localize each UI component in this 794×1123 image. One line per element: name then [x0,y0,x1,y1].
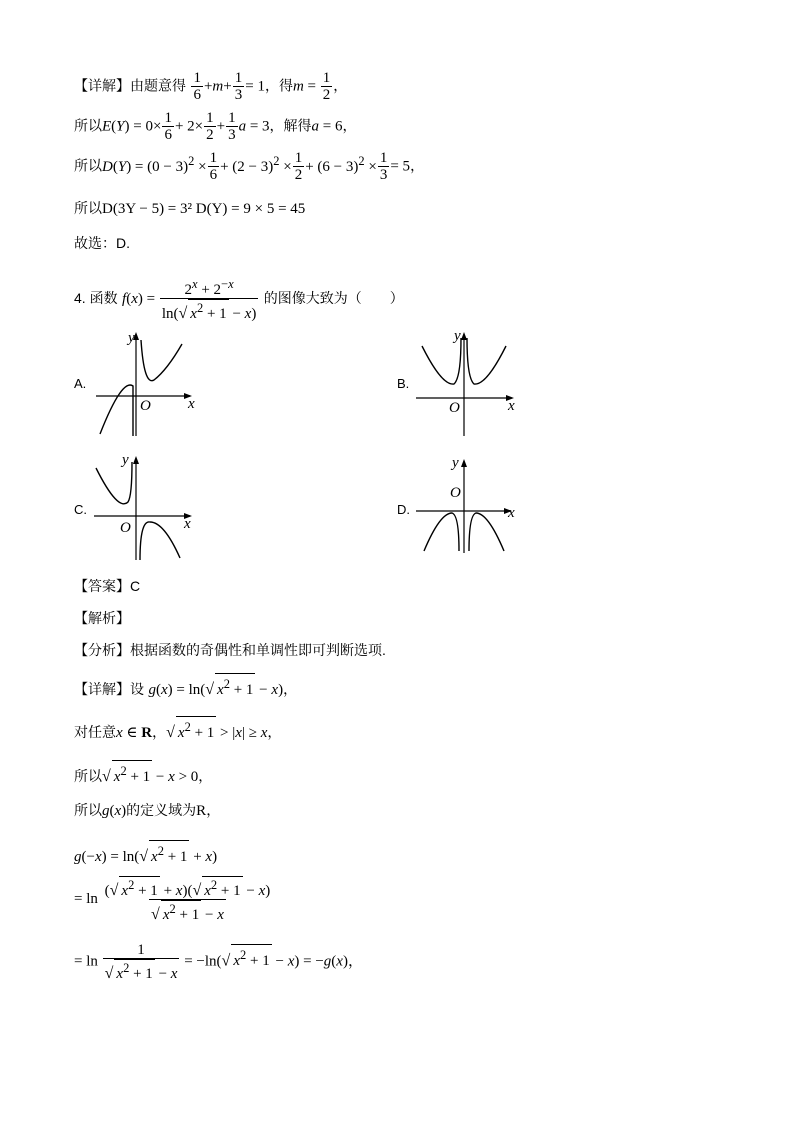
option-c-label[interactable]: C. [74,502,87,517]
reason-1: 对任意x ∈ R，√ $x^2 + 1 > |x| \ge x$， [74,716,281,743]
previous-answer: 故选：D. [74,235,130,251]
option-b-label[interactable]: B. [397,376,410,391]
graph-b-y-label: y [454,328,461,344]
answer-value: C [130,578,141,594]
reason-2: 所以√ $x^2 + 1 - x > 0$， [74,760,212,787]
graph-d-x-label: x [508,505,515,521]
graph-b-x-label: x [508,398,515,414]
fenxi-line: 【分析】根据函数的奇偶性和单调性即可判断选项. [74,642,386,658]
graph-a-x-label: x [188,396,195,412]
detail-step-4: 所以D(3Y − 5) = 3² D(Y) = 9 × 5 = 45 [74,200,306,217]
graph-d-y-label: y [452,455,459,471]
answer-line [74,576,140,596]
graph-a-origin: O [140,398,151,414]
graph-d-origin: O [450,485,461,501]
detail-g-def: 【详解】设 g(x) = ln(√ $x^2 + 1 - x$)， [74,673,297,700]
g-neg-x: g(−x) = ln(√ $x^2 + 1 + x$) [74,840,217,867]
answer-tag: 【答案】 [74,578,130,594]
option-a-graph[interactable] [92,328,202,438]
analysis-tag: 【解析】 [74,610,130,626]
option-c-graph[interactable] [92,450,202,562]
reason-3: 所以g(x)的定义域为R， [74,802,221,819]
option-b-graph[interactable] [412,328,522,438]
option-d-label[interactable]: D. [397,502,410,517]
graph-c-y-label: y [122,452,129,468]
detail-step-2: 所以E(Y) = 0× $\frac{1}{6}$ + 2× $\frac{1}{2}$ + $\frac{1}{3}$ a = 3，解得a = 6， [74,110,357,143]
detail-tag: 【详解】 [74,77,130,94]
graph-c-origin: O [120,520,131,536]
graph-b-origin: O [449,400,460,416]
graph-c-x-label: x [184,516,191,532]
detail-step-1: 【详解】由题意得 $\frac{1}{6}$ +m+ $\frac{1}{3}$ = 1，得m = $\frac{1}{2}$ ， [74,70,348,103]
option-a-label[interactable]: A. [74,376,87,391]
graph-a-y-label: y [128,330,135,346]
detail-step-3: 所以$D(Y) = (0 - 3)^2$ × $\frac{1}{6}$ + $(2 - 3)^2$ × $\frac{1}{2}$ + $(6 - 3)^2$ × $\frac{1}{3}$ = 5， [74,150,425,183]
g-neg-x-step-2: = ln $\frac{(√ x^2 + 1 + x)(√ x^2 + 1 - x)}{√ x^2 + 1 - x}$ [74,878,271,923]
option-d-graph[interactable] [412,455,522,555]
g-neg-x-step-3: = ln $\frac{1}{√ x^2 + 1 - x}$ = −ln(√ $x^2 + 1 - x) = -g(x)$， [74,942,363,982]
question-4: 4. 函数 f(x) = $\frac{2^x + 2^{-x}}{\ln(√ x^2 + 1 - x)}$ 的图像大致为（ ） [74,277,404,322]
